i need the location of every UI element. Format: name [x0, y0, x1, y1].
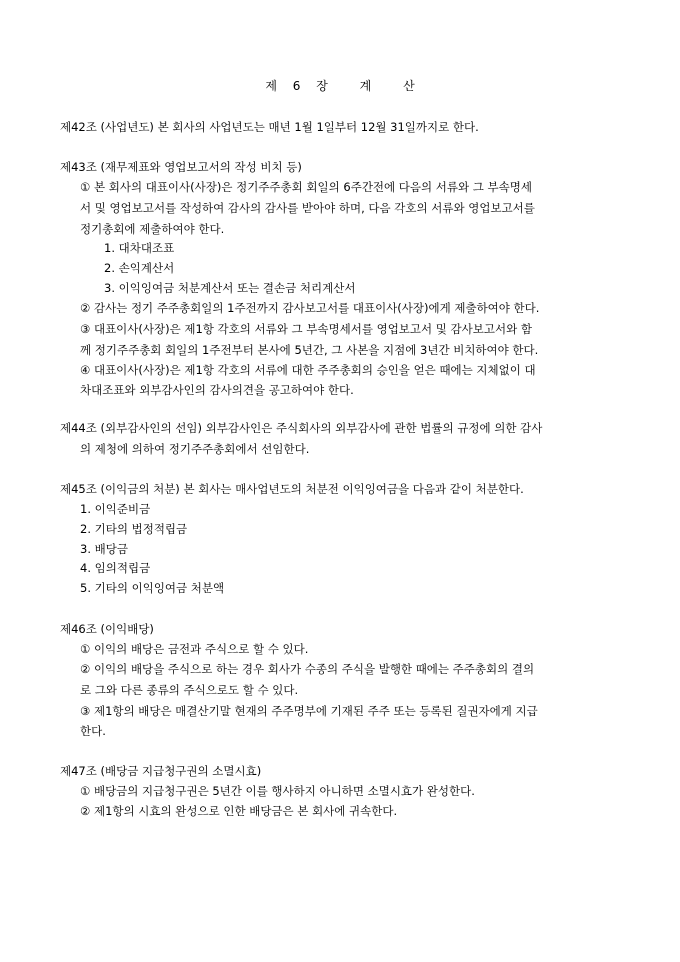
- article-46-para-2-line: 로 그와 다른 종류의 주식으로도 할 수 있다.: [80, 683, 299, 697]
- article-43-para-3-line: ③ 대표이사(사장)은 제1항 각호의 서류와 그 부속명세서를 영업보고서 및 감사보고서와 함: [80, 322, 532, 336]
- article-46-para-2-line: ② 이익의 배당을 주식으로 하는 경우 회사가 수종의 주식을 발행한 때에는 주주총회의 결의: [80, 662, 535, 676]
- article-43-para-1-line: 정기총회에 제출하여야 한다.: [80, 222, 225, 236]
- chapter-title-char: 계: [359, 79, 372, 93]
- article-45-heading: 제45조 (이익금의 처분) 본 회사는 매사업년도의 처분전 이익잉여금을 다음과 같이 처분한다.: [60, 482, 524, 496]
- article-45-item: 5. 기타의 이익잉여금 처분액: [80, 581, 225, 595]
- article-42: 제42조 (사업년도) 본 회사의 사업년도는 매년 1월 1일부터 12월 31일까지로 한다.: [60, 120, 479, 134]
- article-43-para-2: ② 감사는 정기 주주총회일의 1주전까지 감사보고서를 대표이사(사장)에게 제출하여야 한다.: [80, 301, 540, 315]
- article-44-line: 의 제청에 의하여 정기주주총회에서 선임한다.: [80, 442, 310, 456]
- chapter-title-char: 산: [403, 79, 415, 93]
- article-43-heading: 제43조 (재무제표와 영업보고서의 작성 비치 등): [60, 160, 302, 174]
- chapter-title-char: 장: [316, 79, 328, 93]
- article-43-item: 3. 이익잉여금 처분계산서 또는 결손금 처리계산서: [104, 281, 356, 295]
- chapter-title-char: 6: [292, 79, 301, 93]
- article-46-para-1: ① 이익의 배당은 금전과 주식으로 할 수 있다.: [80, 642, 309, 656]
- article-44-line: 제44조 (외부감사인의 선임) 외부감사인은 주식회사의 외부감사에 관한 법률의 규정에 의한 감사: [60, 421, 543, 435]
- article-46-heading: 제46조 (이익배당): [60, 622, 154, 636]
- article-43-para-3-line: 께 정기주주총회 회일의 1주전부터 본사에 5년간, 그 사본을 지점에 3년간 비치하여야 한다.: [80, 343, 539, 357]
- article-46-para-3-line: ③ 제1항의 배당은 매결산기말 현재의 주주명부에 기재된 주주 또는 등록된 질권자에게 지급: [80, 704, 538, 718]
- article-47-para-1: ① 배당금의 지급청구권은 5년간 이를 행사하지 아니하면 소멸시효가 완성한다.: [80, 784, 475, 798]
- article-43-item: 2. 손익계산서: [104, 261, 175, 275]
- article-43-para-4-line: 차대조표와 외부감사인의 감사의견을 공고하여야 한다.: [80, 383, 354, 397]
- article-43-para-1-line: ① 본 회사의 대표이사(사장)은 정기주주총회 회일의 6주간전에 다음의 서류와 그 부속명세: [80, 180, 532, 194]
- article-45-item: 2. 기타의 법정적립금: [80, 522, 188, 536]
- article-45-item: 1. 이익준비금: [80, 502, 151, 516]
- article-47-heading: 제47조 (배당금 지급청구권의 소멸시효): [60, 764, 262, 778]
- chapter-title: [0, 80, 680, 92]
- article-45-item: 3. 배당금: [80, 542, 128, 556]
- article-43-para-1-line: 서 및 영업보고서를 작성하여 감사의 감사를 받아야 하며, 다음 각호의 서류와 영업보고서를: [80, 201, 535, 215]
- article-43-para-4-line: ④ 대표이사(사장)은 제1항 각호의 서류에 대한 주주총회의 승인을 얻은 때에는 지체없이 대: [80, 363, 536, 377]
- article-45-item: 4. 임의적립금: [80, 561, 151, 575]
- chapter-title-char: 제: [265, 79, 277, 93]
- article-47-para-2: ② 제1항의 시효의 완성으로 인한 배당금은 본 회사에 귀속한다.: [80, 804, 398, 818]
- article-43-item: 1. 대차대조표: [104, 241, 175, 255]
- article-46-para-3-line: 한다.: [80, 724, 106, 738]
